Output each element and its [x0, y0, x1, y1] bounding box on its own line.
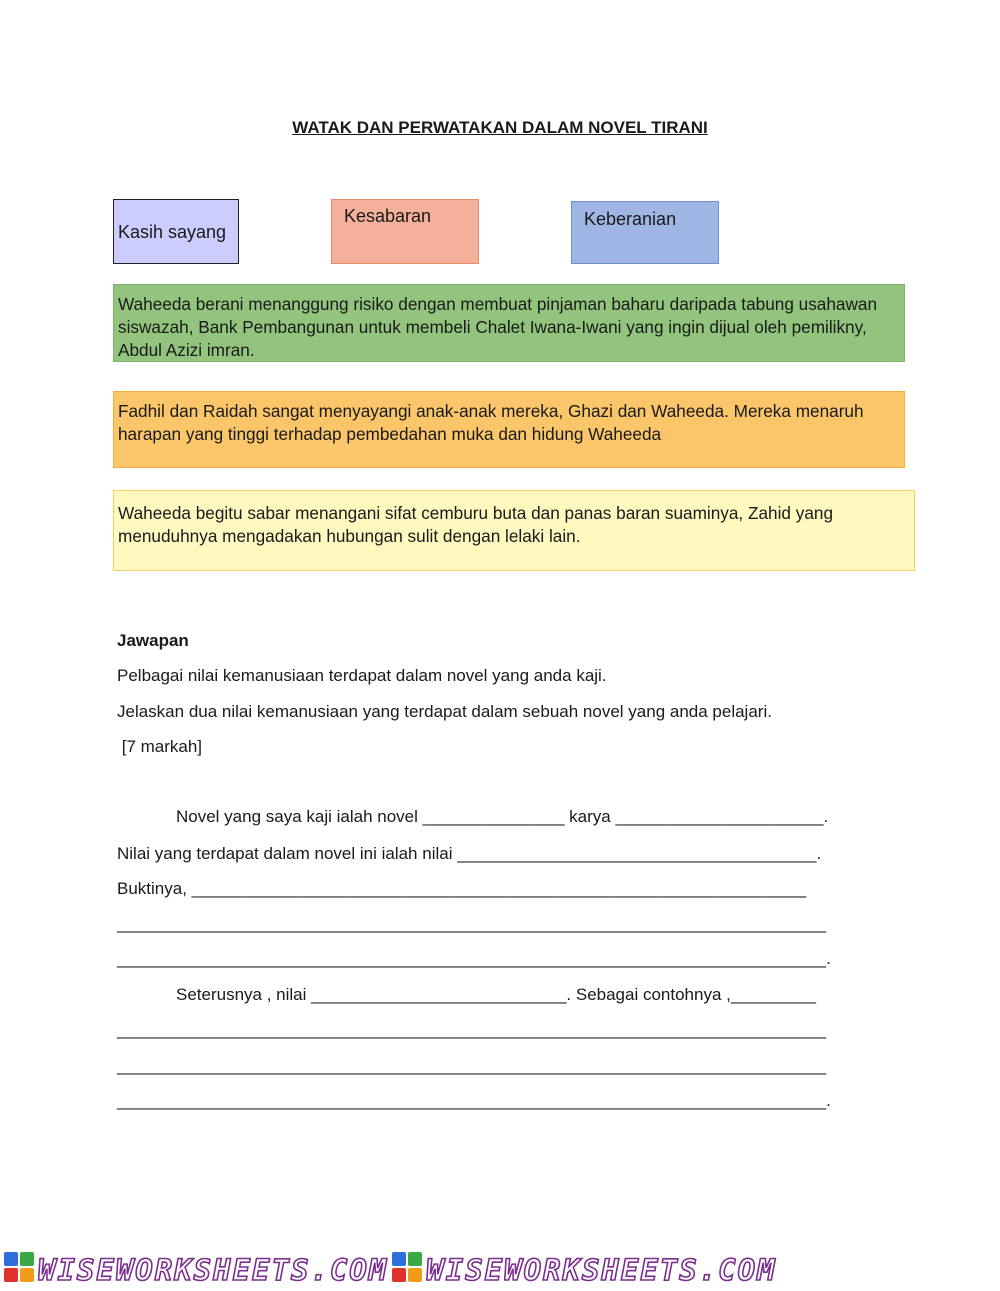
wiseworksheets-logo-icon	[392, 1252, 422, 1287]
footer-brand-text: WISEWORKSHEETS.COM	[38, 1252, 389, 1287]
answer-line-4: ___________________________________________________________________________	[117, 914, 827, 933]
footer-brand-text: WISEWORKSHEETS.COM	[426, 1252, 777, 1287]
label-box-kasih-sayang[interactable]: Kasih sayang	[113, 199, 239, 264]
answer-line-5: ___________________________________________________________________________.	[117, 949, 831, 968]
wiseworksheets-logo-icon	[4, 1252, 34, 1287]
drop-zone-passage-keberanian[interactable]: Waheeda berani menanggung risiko dengan membuat pinjaman baharu daripada tabung usahawan siswazah, Bank Pembangunan untuk membeli Chalet Iwana-Iwani yang ingin dijual oleh pemilikny, Abdul Azizi imran.	[113, 284, 905, 362]
answer-line-7: ___________________________________________________________________________	[117, 1020, 827, 1039]
question-line-1: Pelbagai nilai kemanusiaan terdapat dalam novel yang anda kaji.	[117, 666, 607, 685]
marks-label: [7 markah]	[117, 737, 203, 756]
footer-branding	[0, 1252, 1000, 1291]
label-box-keberanian[interactable]: Keberanian	[571, 201, 719, 264]
answer-line-1: Novel yang saya kaji ialah novel _______________ karya ______________________.	[176, 807, 829, 826]
answer-heading: Jawapan	[117, 631, 189, 650]
label-box-kesabaran[interactable]: Kesabaran	[331, 199, 479, 264]
answer-line-3: Buktinya, _________________________________________________________________	[117, 879, 807, 898]
answer-line-2: Nilai yang terdapat dalam novel ini ialah nilai ______________________________________.	[117, 844, 822, 863]
answer-line-6: Seterusnya , nilai ___________________________. Sebagai contohnya ,_________	[176, 985, 816, 1004]
drop-zone-passage-kasih-sayang[interactable]: Fadhil dan Raidah sangat menyayangi anak-anak mereka, Ghazi dan Waheeda. Mereka menaruh harapan yang tinggi terhadap pembedahan muka dan hidung Waheeda	[113, 391, 905, 468]
question-line-2: Jelaskan dua nilai kemanusiaan yang terdapat dalam sebuah novel yang anda pelajari.	[117, 702, 772, 721]
answer-line-8: ___________________________________________________________________________	[117, 1056, 827, 1075]
answer-line-9: ___________________________________________________________________________.	[117, 1091, 831, 1110]
page-title: WATAK DAN PERWATAKAN DALAM NOVEL TIRANI	[292, 118, 708, 137]
drop-zone-passage-kesabaran[interactable]: Waheeda begitu sabar menangani sifat cemburu buta dan panas baran suaminya, Zahid yang menuduhnya mengadakan hubungan sulit dengan lelaki lain.	[113, 490, 915, 571]
